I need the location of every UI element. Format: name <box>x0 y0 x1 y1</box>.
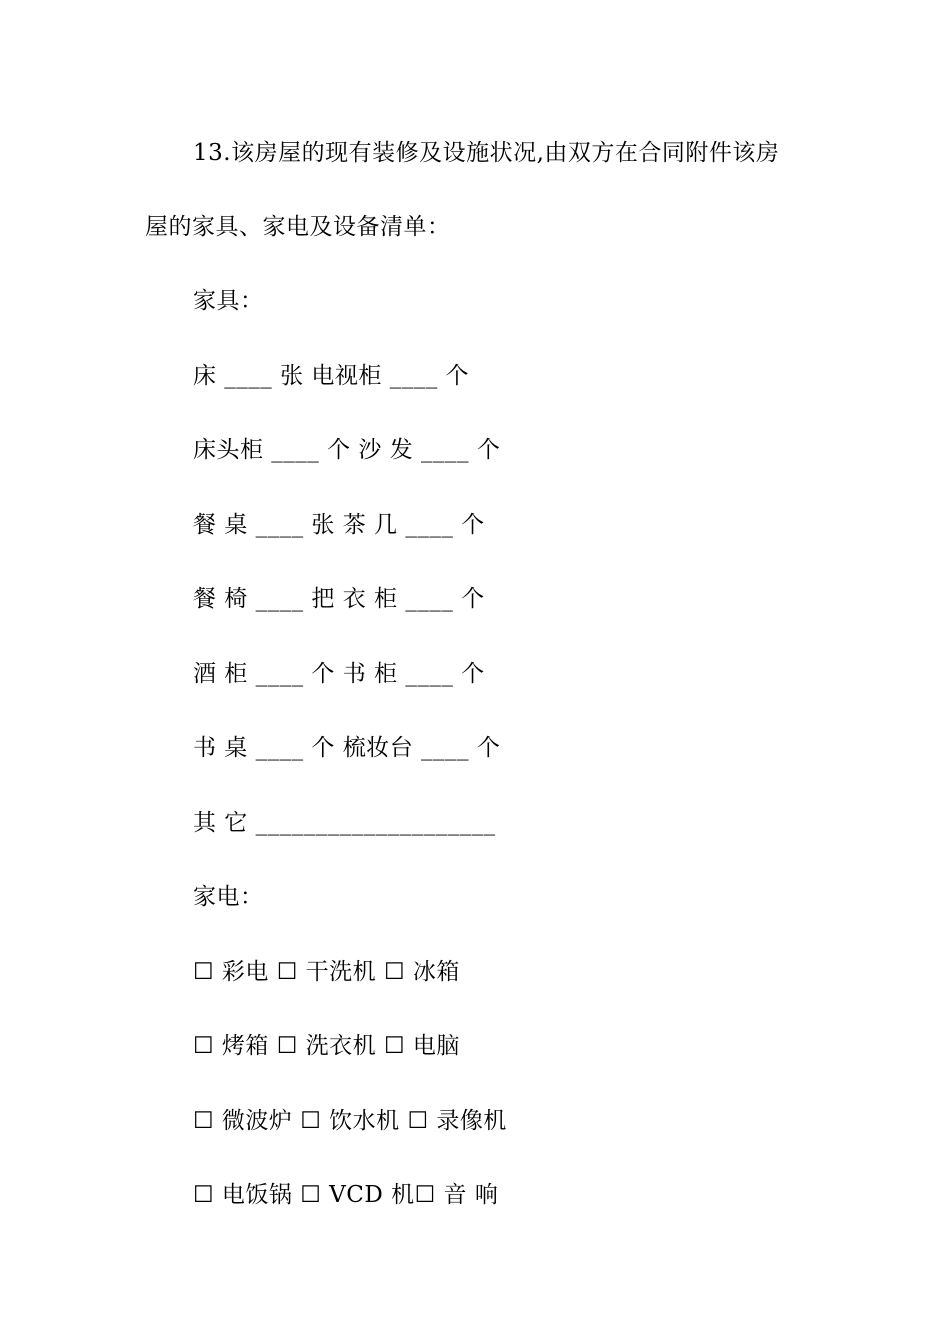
furniture-row-bed: 床 ____ 张 电视柜 ____ 个 <box>193 363 470 389</box>
furniture-row-dining-chair: 餐 椅 ____ 把 衣 柜 ____ 个 <box>193 586 485 612</box>
appliances-row-1: ☐ 彩电 ☐ 干洗机 ☐ 冰箱 <box>193 959 460 985</box>
paragraph-line-2: 屋的家具、家电及设备清单： <box>145 214 451 240</box>
appliances-heading: 家电： <box>193 884 264 910</box>
furniture-heading: 家具： <box>193 288 264 314</box>
furniture-row-wine-cabinet: 酒 柜 ____ 个 书 柜 ____ 个 <box>193 661 485 687</box>
furniture-row-dining-table: 餐 桌 ____ 张 茶 几 ____ 个 <box>193 512 485 538</box>
appliances-row-2: ☐ 烤箱 ☐ 洗衣机 ☐ 电脑 <box>193 1033 460 1059</box>
furniture-row-desk: 书 桌 ____ 个 梳妆台 ____ 个 <box>193 735 501 761</box>
furniture-row-nightstand: 床头柜 ____ 个 沙 发 ____ 个 <box>193 437 501 463</box>
appliances-row-4: ☐ 电饭锅 ☐ VCD 机☐ 音 响 <box>193 1182 499 1208</box>
appliances-row-3: ☐ 微波炉 ☐ 饮水机 ☐ 录像机 <box>193 1108 507 1134</box>
paragraph-line-1: 13.该房屋的现有装修及设施状况,由双方在合同附件该房 <box>193 140 780 166</box>
furniture-row-other: 其 它 ____________________ <box>193 810 496 836</box>
